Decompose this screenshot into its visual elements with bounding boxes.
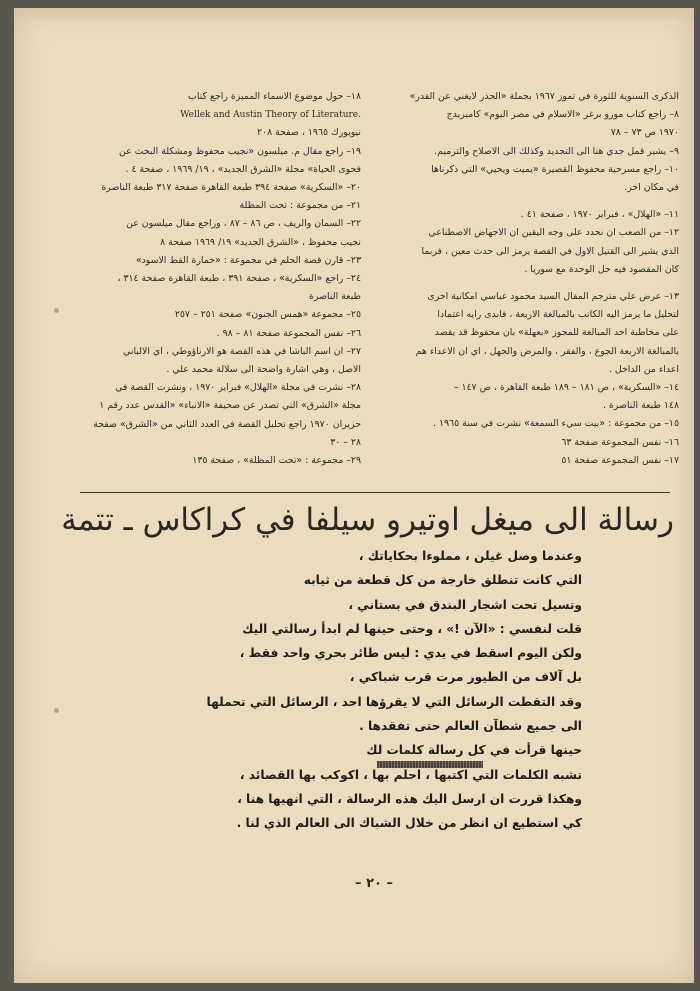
footnote-line: بالمبالغة الاربعة الجوع ، والفقر ، والمرض والجهل ، اي ان الاعداء هم [415,345,679,357]
poem-line: الى جميع شطآن العالم حتى تفقدها . [359,719,582,734]
footnote-spacer [374,197,679,206]
footnote-line: ٢٨ – ٣٠ [330,436,361,448]
footnote-line: ١٠– راجع مسرحية محفوظ القصيرة «يميت ويحيي» التي ذكرناها [431,163,679,175]
footnotes-right-column [374,88,679,470]
footnote-line: الاصل ، وهي اشارة واضحة الى سلالة محمد علي . [166,364,361,376]
poem-line: ولكن اليوم اسقط في يدي : ليس طائر بحري واحد فقط ، [239,646,582,661]
footnote-line-latin: Wellek and Austin Theory of Literature. [180,110,361,121]
footnote-line: ٢٠– «السكرية» صفحة ٣٩٤ طبعة القاهرة صفحة ٣١٧ طبعة الناصرة [101,182,361,194]
footnote-line: فحوى الحياة» مجلة «الشرق الجديد» ، ١٩/ ١٩٦٩ ، صفحة ٤ . [125,163,361,175]
footnote-line: ١٦– نفس المجموعة صفحة ٦٣ [561,436,679,448]
poem-title: رسالة الى ميغل اوتيرو سيلفا في كراكاس ـ تتمة [61,502,674,538]
poem-line: التي كانت تنطلق خارجة من كل قطعة من ثيابه [303,573,582,588]
footnote-line: ٢٣– قارن قصة الحلم في مجموعة : «خمارة القط الاسود» [135,254,361,266]
footnote-line: ٢١– من مجموعة : تحت المظلة [239,200,361,212]
footnote-line: ١٢– من الصعب ان نحدد على وجه اليقين ان الاجهاض الاصطناعي [428,227,679,239]
ink-smudge [377,761,483,768]
footnote-line: اعداء من الداخل . [608,363,679,375]
footnote-line: لتحليل ما يرمز اليه الكاتب بالمبالغة الاربعة ، فابدى رايه اعتمادا [437,309,679,321]
footnote-line: ٢٨– نشرت في مجلة «الهلال» فبراير ١٩٧٠ ، ونشرت القصة في [115,382,361,394]
page-number: – ٢٠ – [355,876,393,891]
footnote-line: نيويورك ١٩٦٥ ، صفحة ٢٠٨ [257,127,361,139]
footnote-line: ١٧– نفس المجموعة صفحة ٥١ [561,454,679,466]
poem-line: قلت لنفسي : «الآن !» ، وحتى حينها لم ابدأ رسالتي اليك [242,621,582,636]
poem-line: وقد التقطت الرسائل التي لا يقرؤها احد ، الرسائل التي تحملها [206,694,582,709]
poem-line: بل آلاف من الطيور مرت قرب شباكي ، [349,670,582,685]
footnote-line: كان المقصود فيه حل الوحدة مع سوريا . [524,263,679,275]
footnote-line: ٩– يشير قمل جدي هنا الى التجديد وكذلك الى الاصلاح والترميم. [434,145,679,157]
footnote-line: مجلة «الشرق» التي تصدر عن صحيفة «الانباء» «القدس عدد رقم ١ [99,400,361,412]
footnote-line: ١٥– من مجموعة : «بيت سيء السمعة» نشرت في سنة ١٩٦٥ . [433,418,679,430]
document-page [14,8,694,983]
poem-line: وهكذا قررت ان ارسل اليك هذه الرسالة ، التي انهيها هنا ، [237,791,582,806]
footnote-line: ٨– راجع كتاب مورو برغر «الاسلام في مصر اليوم» كامبريدج [446,109,679,121]
footnote-line: ١٣– عرض علي مترجم المقال السيد محمود عباسي امكانية اخرى [427,291,679,303]
footnote-line: ٢٦– نفس المجموعة صفحة ٨١ – ٩٨ . [216,327,361,339]
footnote-spacer [374,279,679,288]
footnote-line: نجيب محفوظ ، «الشرق الجديد» ١٩/ ١٩٦٩ صفحة ٨ [160,236,361,248]
binding-hole [54,308,59,313]
footnote-line: ١٤٨ طبعة الناصرة . [602,400,679,412]
poem-line: وعندما وصل غيلن ، مملوءا بحكاياتك ، [358,549,582,563]
poem-line: كي استطيع ان انظر من خلال الشباك الى العالم الذي لنا . [236,816,582,831]
footnote-line: ٢٢– السمان والريف ، ص ٨٦ – ٨٧ ، وراجع مقال ميلسون عن [126,218,361,230]
section-divider [80,492,670,493]
footnote-line: طبعة الناصرة [308,291,361,303]
footnote-line: حزيران ١٩٧٠ راجع تحليل القصة في العدد الثاني من «الشرق» صفحة [93,418,361,430]
poem-line: حينها قرأت في كل رسالة كلمات لك [366,743,582,758]
footnote-line: ١٩٧٠ ص ٧٣ – ٧٨ [610,127,679,139]
footnote-line: ٢٤– راجع «السكرية» ، صفحة ٣٩١ ، طبعة القاهرة صفحة ٣١٤ ، [117,273,361,285]
footnote-line: على مخاطبة احد المبالغة للمجوز «بعهلة» بان محفوظ قد يقصد [434,327,679,339]
poem-line: تشبه الكلمات التي اكتبها ، احلم بها ، اكوكب بها القصائد ، [239,767,582,782]
footnote-line: ١٤– «السكرية» ، ص ١٨١ – ١٨٩ طبعة القاهرة ، ص ١٤٧ – [453,382,679,394]
poem-body [124,544,582,836]
binding-hole [54,708,59,713]
footnote-line: ٢٥– مجموعة «همس الجنون» صفحة ٢٥١ – ٢٥٧ [174,309,361,321]
poem-line: وتسيل تحت اشجار البندق في بستاني ، [348,597,582,612]
footnote-line: ١١– «الهلال» ، فبراير ١٩٧٠ ، صفحة ٤١ . [520,209,679,221]
footnote-line: في مكان اخر. [624,182,679,194]
footnote-line: الذي يشير الى القتيل الاول في القصة يرمز الى حدث معين ، فربما [421,245,679,257]
footnote-line: ٢٩– مجموعة : «تحت المظلة» ، صفحة ١٣٥ [192,455,361,467]
footnote-line: الذكرى السنوية للثورة في تموز ١٩٦٧ بجملة «الحذر لايغني عن القدر» [409,91,679,102]
footnote-line: ١٩– راجع مقال م. ميلسون «نجيب محفوظ ومشكلة البحث عن [118,145,361,157]
footnote-line: ٢٧– ان اسم الباشا في هذه القصة هو الارناؤوطي ، اي الالباني [123,345,361,357]
footnote-line: ١٨– حول موضوع الاسماء المميزة راجع كتاب [188,91,361,102]
footnotes-left-column [71,88,361,470]
